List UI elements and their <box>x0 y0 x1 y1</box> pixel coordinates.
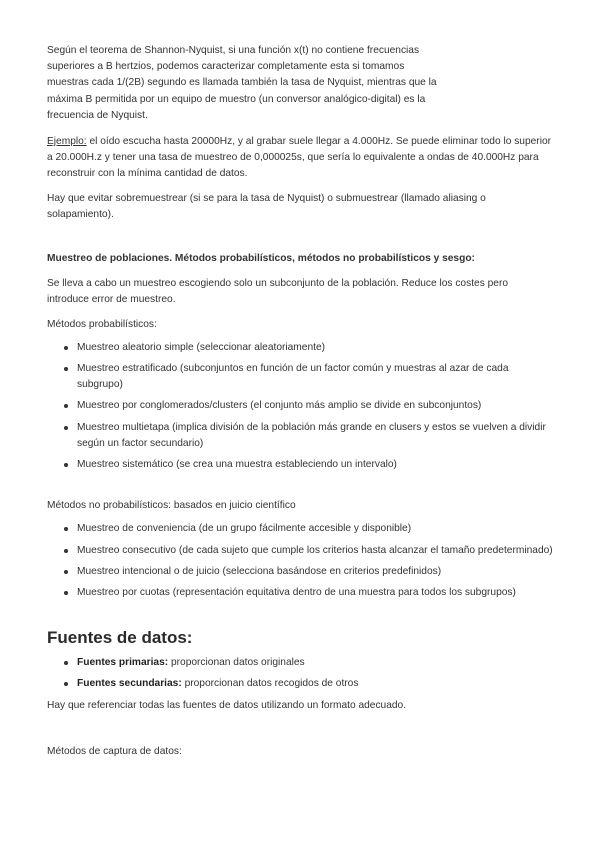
intro-line-5: frecuencia de Nyquist. <box>47 109 148 121</box>
primary-sources-text: proporcionan datos originales <box>168 657 305 669</box>
list-item: Muestreo estratificado (subconjuntos en función de un factor común y muestras al azar de cada subgrupo) <box>77 361 557 393</box>
list-item: Muestreo sistemático (se crea una muestra estableciendo un intervalo) <box>77 457 557 473</box>
non-probabilistic-methods-label: Métodos no probabilísticos: basados en juicio científico <box>47 500 296 512</box>
intro-paragraph <box>47 43 442 124</box>
intro-line-3: muestras cada 1/(2B) segundo es llamada también la tasa de Nyquist, mientras que la <box>47 77 437 89</box>
secondary-sources-text: proporcionan datos recogidos de otros <box>181 678 359 690</box>
oversampling-paragraph <box>47 191 557 223</box>
list-item: Muestreo consecutivo (de cada sujeto que cumple los criterios hasta alcanzar el tamaño predeterminado) <box>77 543 557 559</box>
oversampling-line-1: Hay que evitar sobremuestrear (si se para la tasa de Nyquist) o submuestrear (llamado aliasing o <box>47 192 486 204</box>
probabilistic-methods-list <box>47 340 557 473</box>
secondary-sources-label: Fuentes secundarias: <box>77 678 182 690</box>
example-line-3: reconstruir con la mínima cantidad de datos. <box>47 168 248 180</box>
capture-methods-label: Métodos de captura de datos: <box>47 745 182 757</box>
example-line-1: el oído escucha hasta 20000Hz, y al grabar suele llegar a 4.000Hz. Se puede eliminar todo lo superior <box>86 136 552 148</box>
list-item: Muestreo intencional o de juicio (selecciona basándose en criterios predefinidos) <box>77 564 557 580</box>
example-paragraph <box>47 134 557 183</box>
list-item <box>77 655 557 671</box>
list-item: Muestreo por cuotas (representación equitativa dentro de una muestra para todos los subgrupos) <box>77 585 557 601</box>
intro-line-4: máxima B permitida por un equipo de muestro (un conversor analógico-digital) es la <box>47 93 426 105</box>
non-probabilistic-methods-list <box>47 521 557 601</box>
data-sources-heading: Fuentes de datos: <box>47 628 193 648</box>
primary-sources-label: Fuentes primarias: <box>77 657 169 669</box>
list-item: Muestreo multietapa (implica división de la población más grande en clusers y estos se vuelven a dividir según un factor secundario) <box>77 420 557 452</box>
populations-desc-line-1: Se lleva a cabo un muestreo escogiendo solo un subconjunto de la población. Reduce los costes pero <box>47 278 509 290</box>
example-label: Ejemplo: <box>47 136 87 148</box>
data-sources-list <box>47 655 557 692</box>
list-item: Muestreo aleatorio simple (seleccionar aleatoriamente) <box>77 340 557 356</box>
intro-line-2: superiores a B hertzios, podemos caracterizar completamente esta si tomamos <box>47 61 405 73</box>
probabilistic-methods-label: Métodos probabilísticos: <box>47 318 157 330</box>
reference-note: Hay que referenciar todas las fuentes de datos utilizando un formato adecuado. <box>47 699 407 711</box>
list-item: Muestreo por conglomerados/clusters (el conjunto más amplio se divide en subconjuntos) <box>77 398 557 414</box>
oversampling-line-2: solapamiento). <box>47 208 114 220</box>
intro-line-1: Según el teorema de Shannon-Nyquist, si una función x(t) no contiene frecuencias <box>47 45 420 56</box>
populations-heading: Muestreo de poblaciones. Métodos probabilísticos, métodos no probabilísticos y sesgo: <box>47 253 475 265</box>
document-page <box>47 43 557 760</box>
populations-desc-line-2: introduce error de muestreo. <box>47 294 176 306</box>
example-line-2: a 20.000H.z y tener una tasa de muestreo de 0,000025s, que sería lo equivalente a ondas de 40.000Hz para <box>47 152 539 164</box>
list-item <box>77 676 557 692</box>
list-item: Muestreo de conveniencia (de un grupo fácilmente accesible y disponible) <box>77 521 557 537</box>
populations-description <box>47 276 557 308</box>
